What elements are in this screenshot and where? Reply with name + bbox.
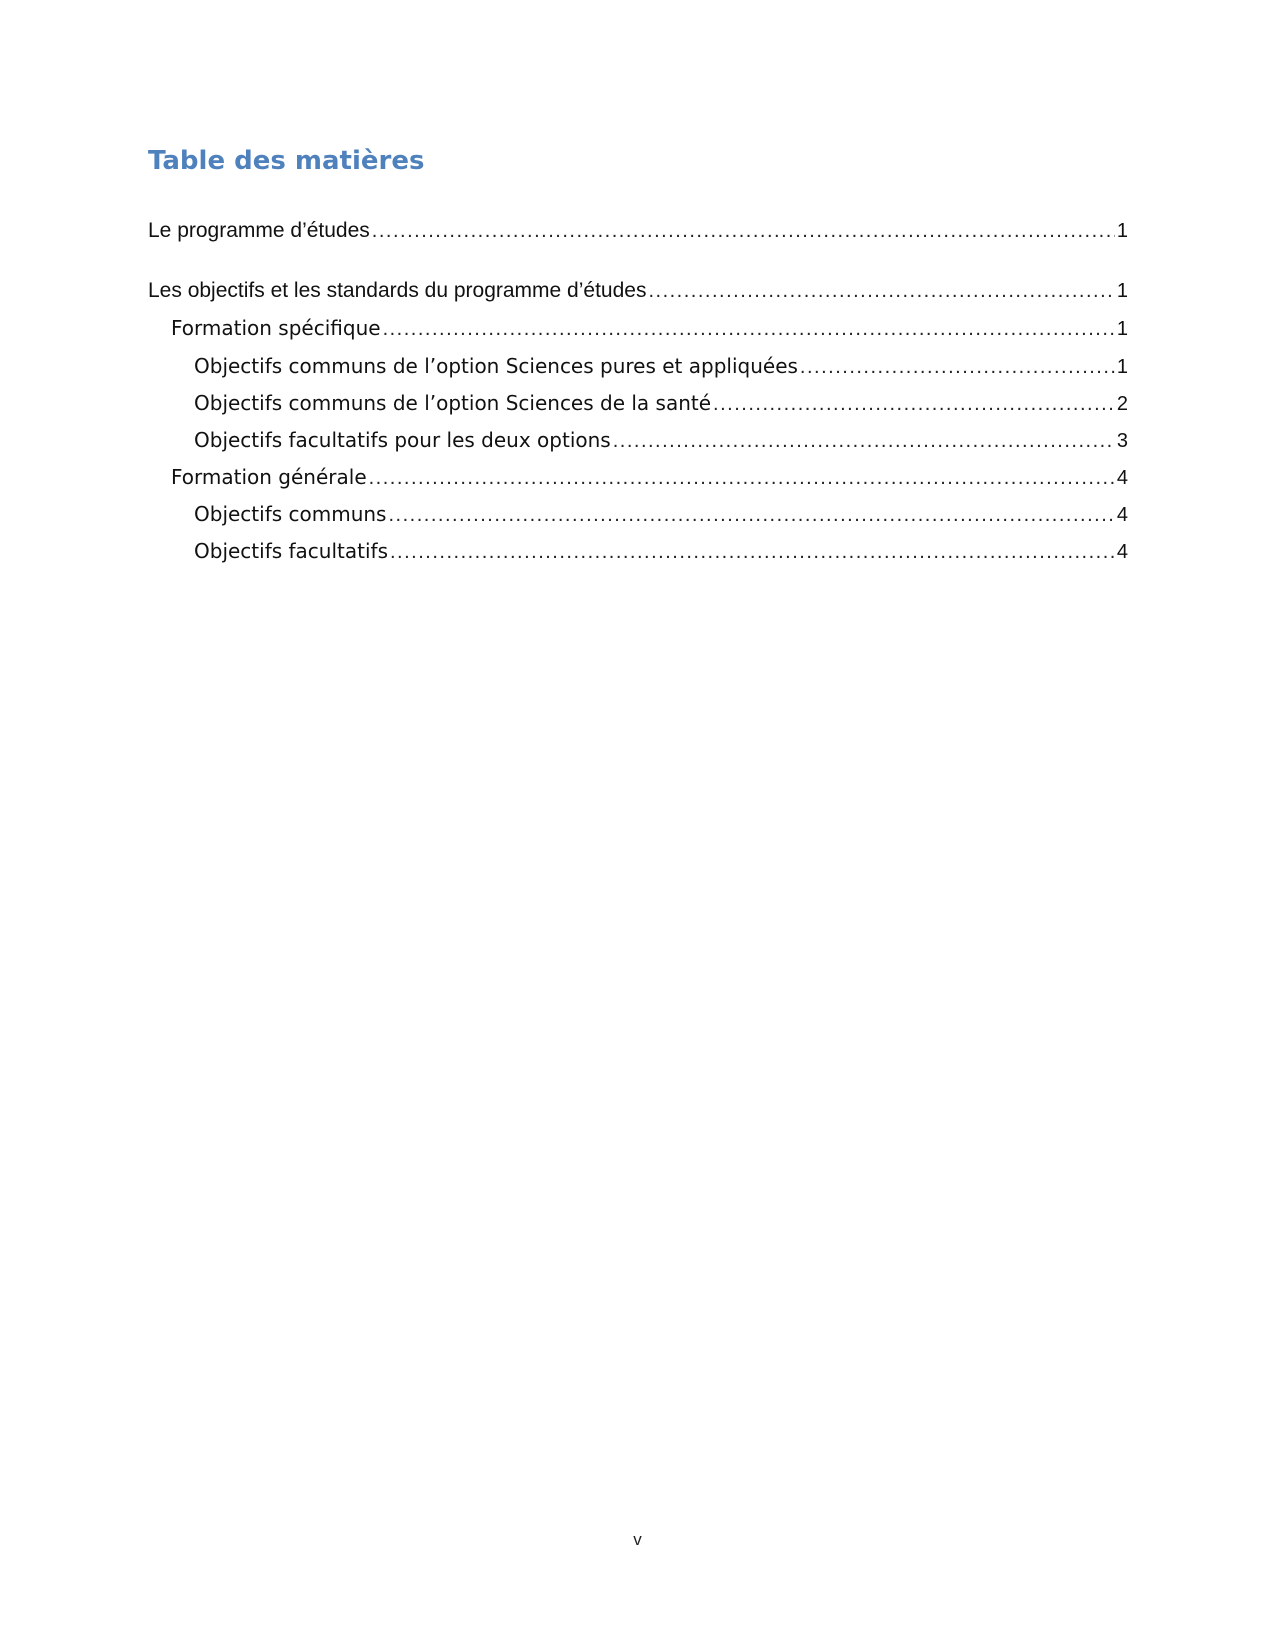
toc-entry-label: Formation spécifique <box>171 316 381 340</box>
toc-entry-label: Le programme d’études <box>148 219 370 242</box>
toc-entry[interactable] <box>148 278 1128 304</box>
toc-dot-leader <box>613 428 1115 454</box>
toc-entry[interactable] <box>148 538 1128 565</box>
toc-dot-leader <box>383 316 1115 342</box>
toc-dot-leader <box>369 465 1115 491</box>
toc-entry-label: Objectifs communs de l’option Sciences pures et appliquées <box>194 354 798 378</box>
toc-dot-leader <box>713 391 1115 417</box>
toc-entry-page: 4 <box>1116 467 1128 489</box>
toc-dot-leader <box>390 539 1115 565</box>
toc-entry-page: 2 <box>1116 393 1128 415</box>
toc-entry-label: Objectifs facultatifs pour les deux options <box>194 428 611 452</box>
toc-entry[interactable] <box>148 353 1128 380</box>
toc-entry[interactable] <box>148 218 1128 244</box>
toc-entry[interactable] <box>148 464 1128 491</box>
toc-dot-leader <box>372 218 1115 244</box>
toc-entry[interactable] <box>148 427 1128 454</box>
toc-entry-label: Formation générale <box>171 465 367 489</box>
toc-entry-page: 4 <box>1116 504 1128 526</box>
toc-entry-page: 1 <box>1116 220 1128 242</box>
footer-page-number: v <box>633 1530 642 1549</box>
toc-entry-page: 1 <box>1116 318 1128 340</box>
toc-entry-page: 4 <box>1116 541 1128 563</box>
toc-entry-page: 1 <box>1116 356 1128 378</box>
toc-entry-label: Objectifs communs de l’option Sciences de la santé <box>194 391 712 415</box>
toc-title: Table des matières <box>148 146 425 176</box>
toc-dot-leader <box>648 278 1114 304</box>
toc-entry[interactable] <box>148 501 1128 528</box>
toc-entry-label: Les objectifs et les standards du programme d’études <box>148 279 647 302</box>
toc-dot-leader <box>800 354 1115 380</box>
toc-entry-label: Objectifs facultatifs <box>194 539 388 563</box>
toc-entry[interactable] <box>148 315 1128 342</box>
toc-entry-page: 1 <box>1116 280 1128 302</box>
toc-entry-page: 3 <box>1116 430 1128 452</box>
toc-entry-label: Objectifs communs <box>194 502 387 526</box>
toc-entry[interactable] <box>148 390 1128 417</box>
toc-dot-leader <box>388 502 1114 528</box>
